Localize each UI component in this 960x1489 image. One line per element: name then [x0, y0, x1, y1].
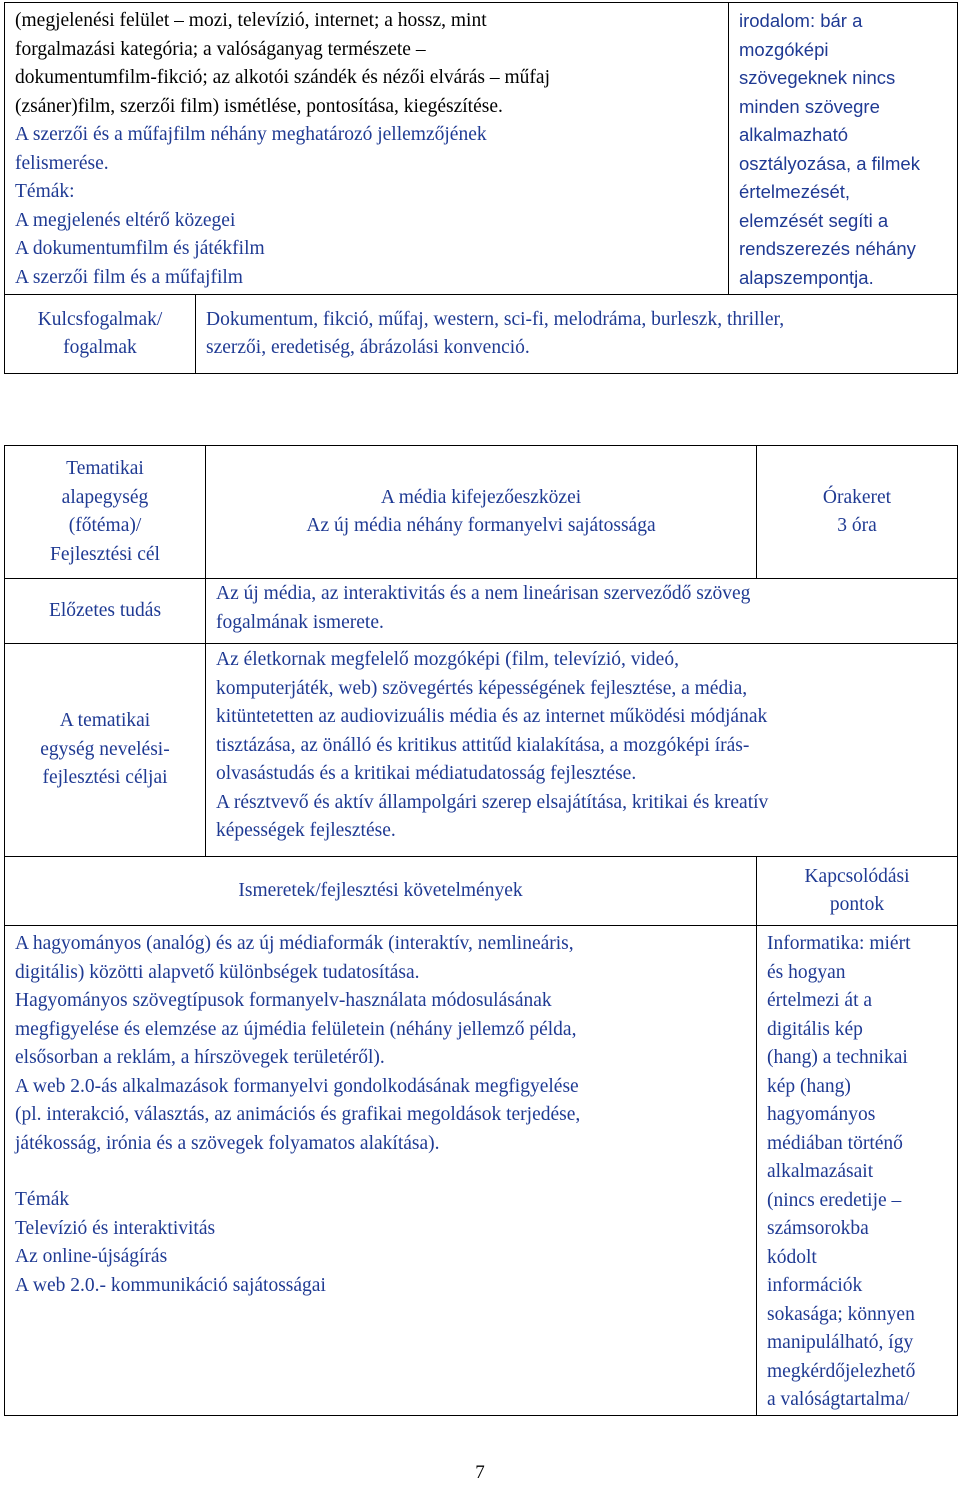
goals-label: A tematikai [59, 710, 151, 732]
text-line: olvasástudás és a kritikai médiatudatosság fejlesztése. [216, 763, 637, 784]
text-line: hagyományos [767, 1104, 876, 1125]
text-line: mozgóképi [739, 38, 829, 60]
keywords-cell [196, 295, 958, 374]
text-line: értelmezi át a [767, 990, 873, 1011]
topic-item: Az online-újságírás [15, 1246, 168, 1267]
unit-label: alapegység [61, 486, 149, 508]
keywords-label: Kulcsfogalmak/ [37, 308, 163, 330]
keywords-line: szerzői, eredetiség, ábrázolási konvenció. [206, 337, 530, 358]
prior-cell [206, 579, 958, 644]
goals-label: fejlesztési céljai [42, 767, 168, 789]
goals-label-cell [5, 644, 206, 857]
requirements-header-cell [5, 857, 757, 926]
text-line: médiában történő [767, 1132, 903, 1154]
text-line: manipulálható, így [767, 1332, 914, 1353]
text-line: értelmezését, [739, 181, 851, 202]
unit-label: Tematikai [66, 458, 144, 479]
text-line: dokumentumfilm-fikció; az alkotói szándék és nézői elvárás – műfaj [15, 67, 550, 88]
text-line: és hogyan [767, 961, 846, 983]
text-line: komputerjáték, web) szövegértés képességének fejlesztése, a média, [216, 677, 748, 699]
connections-header-cell [757, 857, 958, 926]
keywords-label-cell [5, 295, 196, 374]
text-line: szövegeknek nincs [739, 67, 896, 88]
text-line: kép (hang) [767, 1075, 851, 1097]
unit-title: A média kifejezőeszközei [380, 486, 582, 508]
prior-label-cell [5, 579, 206, 644]
text-line: alkalmazásait [767, 1161, 874, 1182]
text-line: alkalmazható [739, 124, 849, 145]
topic-item: A web 2.0.- kommunikáció sajátosságai [15, 1274, 326, 1296]
topic-item: A dokumentumfilm és játékfilm [15, 238, 265, 259]
topic-item: A megjelenés eltérő közegei [15, 209, 236, 231]
text-line: A szerzői és a műfajfilm néhány meghatározó jellemzőjének [15, 124, 487, 145]
text-line: kitüntetetten az audiovizuális média és az internet működési módjának [216, 706, 768, 727]
requirements-cell [5, 926, 757, 1416]
text-line: tisztázása, az önálló és kritikus attitűd kialakítása, a mozgóképi írás- [216, 734, 750, 756]
text-line: a valóságtartalma/ [767, 1389, 910, 1410]
text-line: elsősorban a reklám, a hírszövegek területéről). [15, 1047, 385, 1068]
text-line: játékosság, irónia és a szövegek folyamatos alakítása). [15, 1132, 440, 1154]
text-line: sokasága; könnyen [767, 1303, 915, 1325]
text-line: A résztvevő és aktív állampolgári szerep elsajátítása, kritikai és kreatív [216, 791, 769, 813]
topic-item: Televízió és interaktivitás [15, 1217, 216, 1239]
hours-label: Órakeret [822, 486, 892, 508]
connections-cell [757, 926, 958, 1416]
requirements-header: Ismeretek/fejlesztési követelmények [238, 879, 523, 901]
text-line: Az új média, az interaktivitás és a nem lineárisan szerveződő szöveg [216, 583, 751, 604]
text-line: (zsáner)film, szerzői film) ismétlése, pontosítása, kiegészítése. [15, 95, 503, 117]
unit-label: (főtéma)/ [68, 515, 142, 536]
text-line: képességek fejlesztése. [216, 820, 396, 841]
text-line: számsorokba [767, 1218, 869, 1239]
hours-value: 3 óra [837, 515, 877, 536]
text-line: elemzését segíti a [739, 209, 889, 231]
text-line: alapszempontja. [739, 266, 874, 288]
text-line: (nincs eredetije – [767, 1189, 902, 1211]
connections-header: pontok [829, 894, 885, 915]
text-line: A web 2.0-ás alkalmazások formanyelvi gondolkodásának megfigyelése [15, 1075, 579, 1097]
text-line: irodalom: bár a [739, 10, 863, 31]
content-cell [5, 3, 729, 295]
topics-label: Témák [15, 1189, 70, 1210]
connections-header: Kapcsolódási [804, 865, 910, 887]
goals-cell [206, 644, 958, 857]
text-line: digitális) közötti alapvető különbségek tudatosítása. [15, 961, 420, 983]
text-line: információk [767, 1275, 863, 1296]
top-table [4, 2, 958, 374]
text-line: Informatika: miért [767, 933, 911, 954]
topic-item: A szerzői film és a műfajfilm [15, 266, 243, 288]
text-line: fogalmának ismerete. [216, 611, 384, 633]
unit-title-cell [206, 446, 757, 579]
text-line: A hagyományos (analóg) és az új médiaformák (interaktív, nemlineáris, [15, 933, 574, 954]
text-line: (pl. interakció, választás, az animációs és grafikai megoldások terjedése, [15, 1104, 581, 1125]
unit-table [4, 445, 958, 1416]
text-line: megkérdőjelezhető [767, 1360, 916, 1382]
unit-label-cell [5, 446, 206, 579]
topics-label: Témák: [15, 181, 75, 202]
text-line: megfigyelése és elemzése az újmédia felületein (néhány jellemző példa, [15, 1018, 577, 1040]
goals-label: egység nevelési- [40, 738, 170, 760]
page-number: 7 [475, 1462, 485, 1483]
text-line: osztályozása, a filmek [739, 152, 920, 174]
hours-cell [757, 446, 958, 579]
keywords-line: Dokumentum, fikció, műfaj, western, sci-fi, melodráma, burleszk, thriller, [206, 308, 785, 330]
text-line: rendszerezés néhány [739, 238, 916, 259]
connections-cell [729, 3, 958, 295]
text-line: forgalmazási kategória; a valóságanyag természete – [15, 38, 426, 60]
text-line: kódolt [767, 1246, 817, 1268]
text-line: digitális kép [767, 1018, 863, 1040]
unit-subtitle: Az új média néhány formanyelvi sajátossága [306, 515, 656, 536]
keywords-label: fogalmak [63, 337, 137, 358]
text-line: Hagyományos szövegtípusok formanyelv-használata módosulásának [15, 990, 552, 1011]
unit-label: Fejlesztési cél [50, 543, 160, 565]
prior-label: Előzetes tudás [48, 599, 162, 621]
text-line: minden szövegre [739, 95, 880, 117]
text-line: felismerése. [15, 152, 109, 174]
text-line: (megjelenési felület – mozi, televízió, internet; a hossz, mint [15, 10, 487, 31]
text-line: (hang) a technikai [767, 1047, 908, 1068]
text-line: Az életkornak megfelelő mozgóképi (film, televízió, videó, [216, 649, 679, 670]
